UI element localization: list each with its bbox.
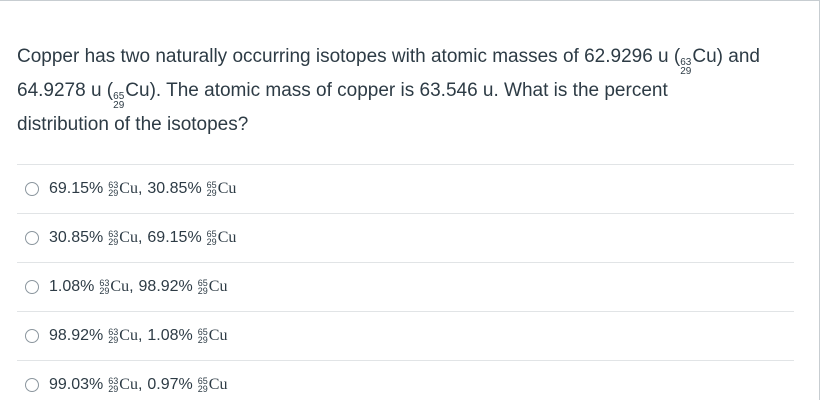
mass-number: 65 — [197, 376, 208, 386]
answer-option[interactable] — [17, 164, 794, 213]
percent-value: 98.92% — [49, 327, 104, 344]
nuclide-notation — [680, 58, 691, 76]
atomic-number: 29 — [108, 335, 119, 345]
element-symbol: Cu — [119, 376, 138, 393]
question-text-part: ) and — [716, 46, 760, 67]
answer-label[interactable] — [49, 278, 227, 296]
separator: , — [129, 278, 134, 295]
atomic-number: 29 — [206, 188, 217, 198]
element-symbol: Cu — [208, 278, 228, 295]
percent-value: 30.85% — [49, 229, 104, 246]
nuclide-notation — [207, 181, 217, 197]
radio-button[interactable] — [25, 329, 39, 343]
radio-button[interactable] — [25, 378, 39, 392]
percent-value: 0.97% — [147, 376, 193, 393]
answer-option[interactable] — [17, 311, 794, 360]
nuclide-notation — [99, 279, 109, 295]
answer-option[interactable] — [17, 213, 794, 262]
nuclide-notation — [108, 181, 118, 197]
nuclide-notation — [198, 328, 208, 344]
element-symbol: Cu — [208, 327, 228, 344]
atomic-number: 29 — [108, 237, 119, 247]
mass-number: 65 — [197, 278, 208, 288]
answer-option[interactable] — [17, 262, 794, 311]
element-symbol: Cu — [217, 229, 237, 246]
answer-label[interactable] — [49, 180, 236, 198]
answer-option[interactable] — [17, 360, 794, 403]
element-symbol: Cu — [125, 80, 150, 101]
nuclide-notation — [207, 230, 217, 246]
element-symbol: Cu — [692, 46, 717, 67]
question-text — [17, 42, 807, 140]
percent-value: 69.15% — [147, 229, 202, 246]
percent-value: 69.15% — [49, 180, 104, 197]
element-symbol: Cu — [119, 229, 138, 246]
percent-value: 98.92% — [138, 278, 193, 295]
element-symbol: Cu — [119, 180, 138, 197]
mass-number: 63 — [99, 278, 110, 288]
mass-number: 65 — [197, 327, 208, 337]
atomic-number: 29 — [113, 100, 125, 111]
question-text-part: ). The atomic mass of copper is 63.546 u. What is the percent — [149, 80, 668, 101]
percent-value: 1.08% — [49, 278, 95, 295]
mass-number: 63 — [108, 229, 119, 239]
answer-label[interactable] — [49, 229, 236, 247]
percent-value: 99.03% — [49, 376, 104, 393]
atomic-number: 29 — [206, 237, 217, 247]
atomic-number: 29 — [197, 384, 208, 394]
atomic-number: 29 — [197, 335, 208, 345]
radio-button[interactable] — [25, 231, 39, 245]
element-symbol: Cu — [110, 278, 130, 295]
mass-number: 65 — [113, 91, 125, 102]
mass-number: 65 — [206, 229, 217, 239]
percent-value: 30.85% — [147, 180, 202, 197]
separator: , — [137, 327, 143, 344]
element-symbol: Cu — [119, 327, 138, 344]
mass-number: 65 — [206, 180, 217, 190]
nuclide-notation — [198, 279, 208, 295]
mass-number: 63 — [680, 57, 692, 68]
element-symbol: Cu — [217, 180, 237, 197]
percent-value: 1.08% — [147, 327, 193, 344]
atomic-number: 29 — [99, 286, 110, 296]
atomic-number: 29 — [680, 66, 692, 77]
nuclide-notation — [108, 377, 118, 393]
nuclide-notation — [108, 230, 118, 246]
separator: , — [137, 229, 143, 246]
mass-number: 63 — [108, 376, 119, 386]
nuclide-notation — [108, 328, 118, 344]
atomic-number: 29 — [108, 188, 119, 198]
radio-button[interactable] — [25, 280, 39, 294]
element-symbol: Cu — [208, 376, 228, 393]
atomic-number: 29 — [108, 384, 119, 394]
question-text-part: 64.9278 u ( — [17, 80, 114, 101]
separator: , — [137, 180, 143, 197]
nuclide-notation — [113, 92, 124, 110]
answer-label[interactable] — [49, 327, 227, 345]
question-text-part: distribution of the isotopes? — [17, 114, 249, 135]
separator: , — [137, 376, 143, 393]
question-text-part: Copper has two naturally occurring isotopes with atomic masses of 62.9296 u ( — [17, 46, 681, 67]
mass-number: 63 — [108, 327, 119, 337]
answer-list — [17, 164, 794, 403]
radio-button[interactable] — [25, 182, 39, 196]
atomic-number: 29 — [197, 286, 208, 296]
answer-label[interactable] — [49, 376, 227, 394]
mass-number: 63 — [108, 180, 119, 190]
nuclide-notation — [198, 377, 208, 393]
